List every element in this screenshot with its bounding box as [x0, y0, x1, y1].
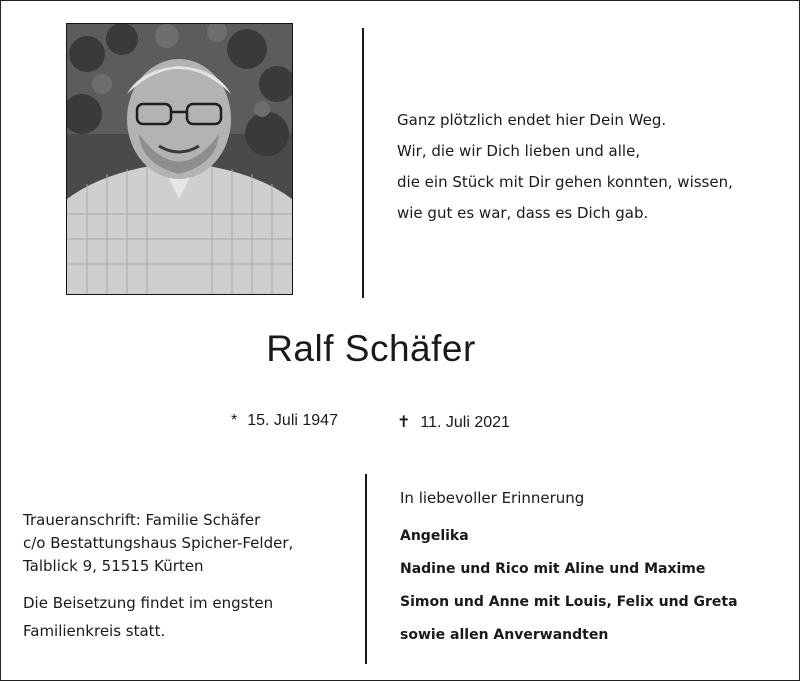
- mourner-entry: sowie allen Anverwandten: [400, 627, 609, 643]
- birth-date-row: [231, 412, 338, 430]
- deceased-name: Ralf Schäfer: [266, 328, 476, 369]
- burial-notice: [23, 589, 273, 645]
- death-date: 11. Juli 2021: [420, 414, 510, 431]
- portrait-photo: [66, 23, 293, 295]
- poem-line: wie gut es war, dass es Dich gab.: [397, 204, 649, 222]
- poem-block: [397, 105, 733, 229]
- address-line: Talblick 9, 51515 Kürten: [23, 557, 204, 575]
- address-line: Traueranschrift: Familie Schäfer: [23, 511, 261, 529]
- birth-star-icon: *: [231, 412, 238, 429]
- birth-date: 15. Juli 1947: [247, 412, 338, 429]
- death-date-row: [397, 412, 510, 432]
- poem-line: Ganz plötzlich endet hier Dein Weg.: [397, 111, 667, 129]
- mourner-entry: Nadine und Rico mit Aline und Maxime: [400, 561, 706, 577]
- divider-bottom: [365, 474, 367, 664]
- divider-top: [362, 28, 364, 298]
- burial-line: Familienkreis statt.: [23, 622, 166, 640]
- mourners-list: [400, 525, 738, 657]
- poem-line: die ein Stück mit Dir gehen konnten, wissen,: [397, 173, 733, 191]
- mourner-entry: Angelika: [400, 528, 469, 544]
- memory-title: In liebevoller Erinnerung: [400, 489, 585, 507]
- portrait-illustration: [67, 24, 292, 294]
- mourning-address: [23, 509, 293, 578]
- poem-line: Wir, die wir Dich lieben und alle,: [397, 142, 641, 160]
- mourner-entry: Simon und Anne mit Louis, Felix und Greta: [400, 594, 738, 610]
- burial-line: Die Beisetzung findet im engsten: [23, 594, 274, 612]
- death-cross-icon: ✝: [397, 414, 411, 431]
- address-line: c/o Bestattungshaus Spicher-Felder,: [23, 534, 294, 552]
